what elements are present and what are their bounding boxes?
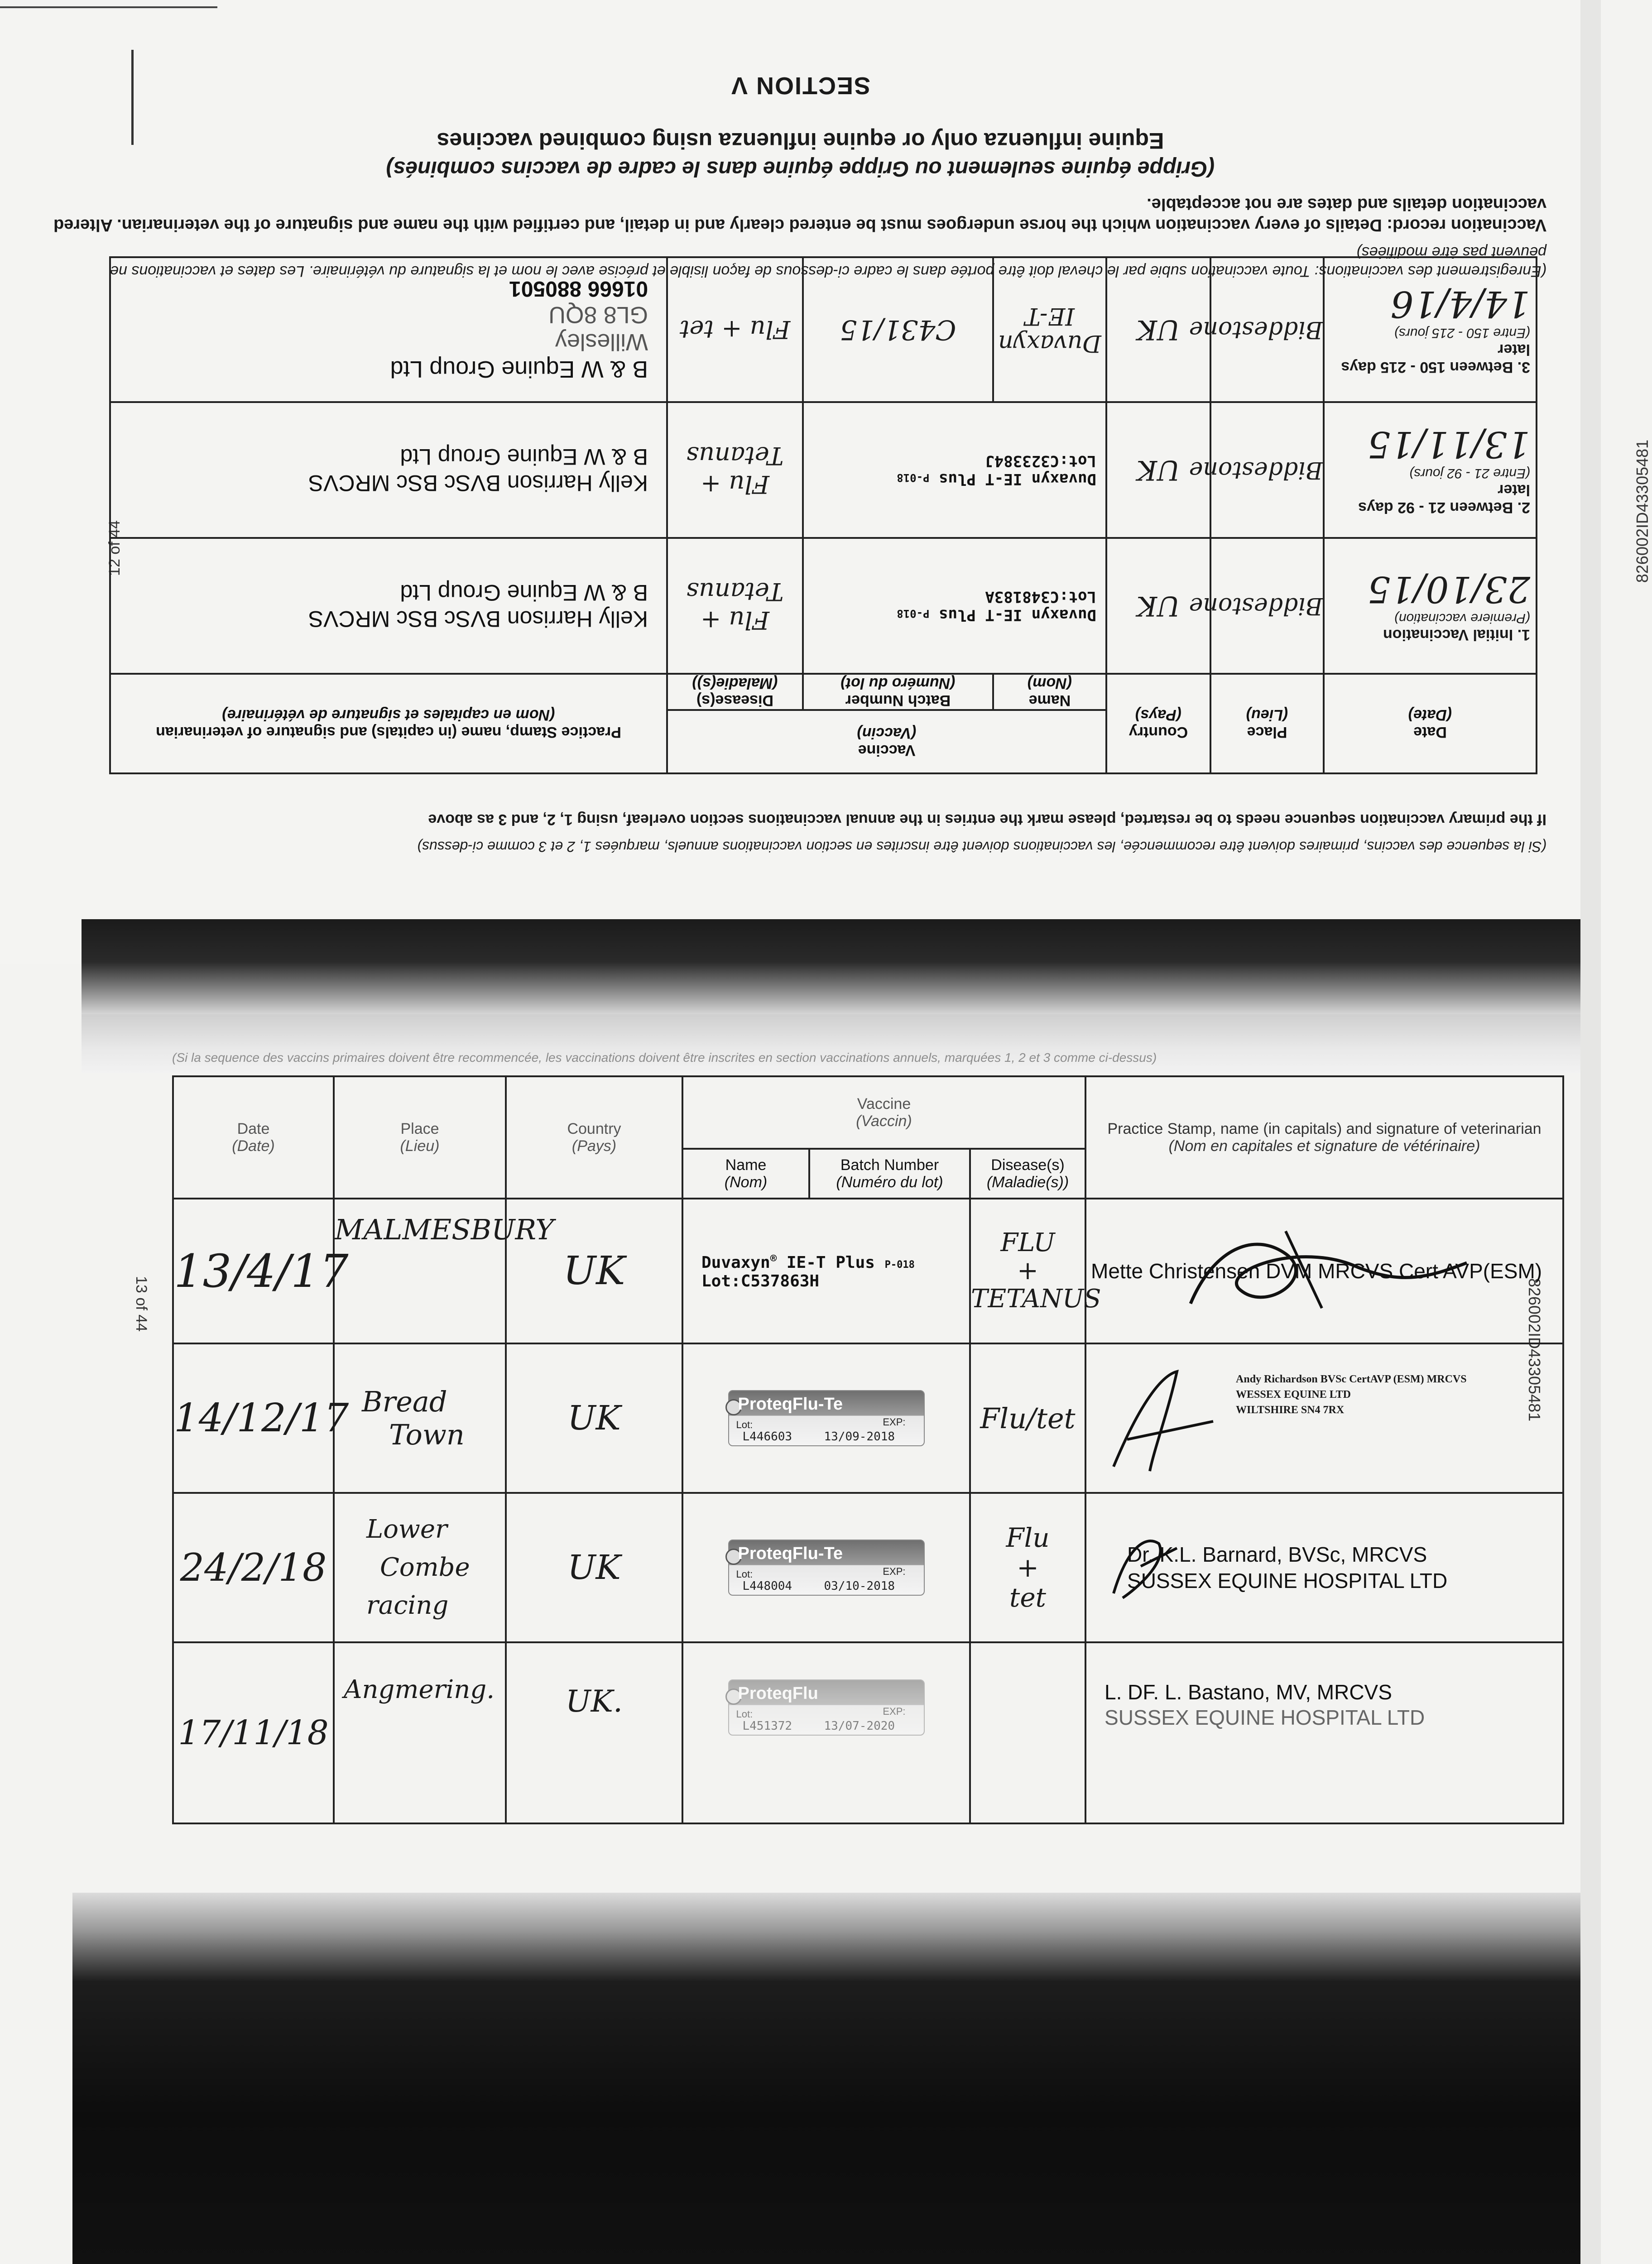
sticker-lot-label: Lot:: [736, 1419, 753, 1430]
row-label: 2. Between 21 - 92 days later: [1358, 481, 1530, 517]
date-value: 14/4/16: [1390, 283, 1530, 326]
vet-stamp-line4: 01666 880501: [509, 277, 648, 301]
header-practice: Practice Stamp, name (in capitals) and signature of veterinarian (Nom en capitales et signature de vétérinaire): [110, 674, 667, 773]
place-line1: Lower: [366, 1515, 447, 1544]
bottom-vaccination-table: [172, 1075, 1564, 1824]
header-country: Country (Pays): [1106, 674, 1210, 773]
vet-stamp-line2: WESSEX EQUINE LTD: [1236, 1389, 1351, 1401]
date-value: 14/12/17: [173, 1343, 334, 1493]
vaccine-name: Duvaxyn IE-T Plus: [939, 470, 1096, 488]
country-value: UK: [1106, 402, 1210, 538]
vaccine-lot: Lot:C537863H: [701, 1271, 820, 1290]
table-row: [173, 1343, 1563, 1493]
sticker-exp: 13/09-2018: [824, 1430, 895, 1444]
place-value: Biddestone: [1210, 538, 1324, 674]
vet-stamp-line1: Dr. K.L. Barnard, BVSc, MRCVS: [1127, 1543, 1427, 1566]
date-value: 17/11/18: [173, 1642, 334, 1823]
section-heading: Equine influenza only or equine influenza using combined vaccines: [437, 128, 1164, 153]
sticker-exp-label: EXP:: [883, 1416, 906, 1428]
top-page-upside-down: [0, 0, 1652, 964]
record-note: Vaccination record: Details of every vaccination which the horse undergoes must be entered clearly and in detail, and certified with the name and signature of the veterinarian. Altered vaccination details and dates are not acceptable.: [53, 195, 1546, 235]
sticker-exp-label: EXP:: [883, 1706, 906, 1717]
vaccine-code: P-018: [897, 607, 930, 620]
record-note-fr: (Enregistrement des vaccinations: Toute vaccination subie par le cheval doit être portée dans le cadre ci-dessous de façon lisible et précise avec le nom et la signature du vétérinaire. Les dates et vaccinations ne peuvent pas être modifiées): [110, 244, 1546, 280]
sticker-exp-label: EXP:: [883, 1566, 906, 1577]
place-value: MALMESBURY: [334, 1199, 506, 1343]
disease-line3: tet: [1009, 1582, 1046, 1613]
intro-line1: If the primary vaccination sequence needs to be restarted, please mark the entries in the annual vaccinations section overleaf, using 1, 2, and 3 as above: [428, 811, 1546, 828]
vet-stamp-line3: GL8 8QU: [548, 302, 648, 328]
header-place: Place (Lieu): [334, 1076, 506, 1199]
vaccine-lot: Lot:C323384J: [985, 452, 1096, 470]
vet-stamp-line1: L. DF. L. Bastano, MV, MRCVS: [1105, 1680, 1392, 1704]
vet-signature: [1150, 1213, 1503, 1326]
vet-stamp-line1: B & W Equine Group Ltd: [390, 356, 648, 383]
top-vaccination-table: [109, 256, 1537, 774]
vaccine-lot: Lot:C348183A: [985, 588, 1096, 606]
sticker-lot: L446603: [742, 1430, 792, 1444]
header-disease: Disease(s) (Maladie(s)): [970, 1149, 1085, 1199]
scan-fold-shadow: [82, 919, 1601, 1014]
sticker-brand: ProteqFlu-Te: [738, 1395, 843, 1414]
date-value: 24/2/18: [173, 1493, 334, 1642]
header-vaccine: Vaccine (Vaccin): [667, 710, 1106, 773]
header-country: Country (Pays): [506, 1076, 682, 1199]
side-code: 826002ID43305481: [1633, 439, 1652, 583]
row-label-fr: (Premiere vaccination): [1394, 611, 1530, 626]
disease-line1: FLU: [1000, 1228, 1055, 1257]
header-practice: Practice Stamp, name (in capitals) and signature of veterinarian (Nom en capitales et signature de vétérinaire): [1085, 1076, 1563, 1199]
table-row: [173, 1493, 1563, 1642]
disease-value: Flu + Tetanus: [667, 538, 803, 674]
table-row: [110, 257, 1537, 402]
faint-note: (Si la sequence des vaccins primaires doivent être recommencée, les vaccinations doivent être inscrites en section vaccinations annuels, marquées 1, 2 et 3 comme ci-dessus): [172, 1050, 1157, 1065]
row-label: 1. Initial Vaccination: [1383, 626, 1530, 643]
sticker-lot: L448004: [742, 1579, 792, 1593]
vaccine-code: P-018: [884, 1259, 915, 1271]
proteq-sticker: [728, 1679, 925, 1736]
disease-line1: Flu: [1006, 1522, 1050, 1553]
scan-fold-fade: [82, 1014, 1601, 1073]
vet-stamp-line2: Willesley: [555, 329, 648, 355]
disease-value: Flu/tet: [970, 1343, 1085, 1493]
place-value: Biddestone: [1210, 402, 1324, 538]
place-line3: racing: [366, 1591, 449, 1620]
disease-value: [970, 1642, 1085, 1823]
sticker-exp: 03/10-2018: [824, 1579, 895, 1593]
sticker-exp: 13/07-2020: [824, 1719, 895, 1733]
table-row: [173, 1642, 1563, 1823]
country-value: UK: [506, 1343, 682, 1493]
place-line2: Town: [389, 1418, 465, 1451]
disease-line2: +: [1017, 1552, 1039, 1583]
row-label: 3. Between 150 - 215 days later: [1341, 341, 1530, 376]
place-line2: Combe: [380, 1553, 470, 1582]
header-name: Name (Nom): [682, 1149, 809, 1199]
sticker-lot: L451372: [742, 1719, 792, 1733]
vaccine-name: Duvaxyn IE-T Plus: [939, 606, 1096, 624]
vet-stamp-line1: Andy Richardson BVSc CertAVP (ESM) MRCVS: [1236, 1373, 1467, 1385]
date-value: 13/4/17: [173, 1199, 334, 1343]
top-page-content: [0, 0, 1652, 964]
date-value: 13/11/15: [1367, 423, 1530, 466]
disease-line2: +: [1017, 1256, 1038, 1285]
country-value: UK: [506, 1493, 682, 1642]
proteq-sticker: [728, 1390, 925, 1446]
country-value: UK: [1106, 538, 1210, 674]
row-label-fr: (Entre 150 - 215 jours): [1394, 326, 1530, 341]
vet-signature: [1100, 1358, 1249, 1480]
vaccine-code: IE-T: [1025, 302, 1075, 330]
section-heading-fr: (Grippe équine seulement ou Grippe équine dans le cadre de vaccins combinés): [386, 157, 1215, 181]
vet-stamp-line1: Kelly Harrison BVSc BSc MRCVS: [308, 470, 648, 496]
table-row: 13/4/17 MALMESBURY UK Duvaxyn® IE-T Plus P-018 Lot:C537863H FLU + TETANUS Mette Christensen DVM MRCVS Cert AVP(ESM): [173, 1199, 1563, 1343]
table-row: [110, 402, 1537, 538]
table-row: [110, 538, 1537, 674]
vaccine-lot: C431/15: [803, 257, 993, 402]
proteq-sticker: [728, 1540, 925, 1596]
vet-stamp-line3: WILTSHIRE SN4 7RX: [1236, 1404, 1345, 1416]
header-batch: Batch Number (Numéro du lot): [803, 674, 993, 710]
header-date: Date (Date): [173, 1076, 334, 1199]
country-value: UK: [506, 1199, 682, 1343]
sticker-lot-label: Lot:: [736, 1708, 753, 1720]
vet-stamp-line2: SUSSEX EQUINE HOSPITAL LTD: [1105, 1706, 1425, 1729]
header-vaccine: Vaccine (Vaccin): [682, 1076, 1085, 1149]
vet-stamp-line2: B & W Equine Group Ltd: [400, 444, 648, 470]
header-date: Date (Date): [1324, 674, 1537, 773]
disease-line3: TETANUS: [971, 1284, 1101, 1314]
vaccine-code: P-018: [897, 471, 930, 484]
vaccine-name: Duvaxyn: [998, 330, 1101, 357]
country-value: UK.: [506, 1642, 682, 1823]
header-place: Place (Lieu): [1210, 674, 1324, 773]
place-value: Biddestone: [1210, 257, 1324, 402]
disease-value: Flu + Tetanus: [667, 402, 803, 538]
place-line1: Bread: [362, 1385, 447, 1418]
sticker-brand: ProteqFlu: [738, 1684, 818, 1703]
sticker-lot-label: Lot:: [736, 1568, 753, 1580]
intro-line2: (Si la sequence des vaccins, primaires doivent être recommencée, les vaccinations doivent être inscrites en section vaccinations annuels, marquées 1, 2 et 3 comme ci-dessus): [417, 839, 1546, 855]
place-value: Angmering.: [334, 1642, 506, 1823]
disease-value: Flu + tet: [667, 257, 803, 402]
header-name: Name (Nom): [993, 674, 1106, 710]
vet-name: Mette Christensen DVM MRCVS Cert AVP(ESM): [1091, 1259, 1542, 1283]
vaccine-suffix: IE-T Plus: [786, 1253, 875, 1272]
date-value: 23/10/15: [1367, 568, 1530, 610]
vet-stamp-line2: B & W Equine Group Ltd: [400, 580, 648, 605]
page-number: 12 of 44: [106, 520, 124, 576]
scan-bottom-shadow: [72, 1893, 1601, 2264]
sticker-brand: ProteqFlu-Te: [738, 1544, 843, 1563]
section-title: SECTION V: [730, 72, 871, 99]
page-number: 13 of 44: [132, 1276, 150, 1332]
scan-right-edge: [1580, 0, 1601, 2264]
header-disease: Disease(s) (Maladie(s)): [667, 674, 803, 710]
country-value: UK: [1106, 257, 1210, 402]
vet-stamp-line2: SUSSEX EQUINE HOSPITAL LTD: [1127, 1569, 1448, 1592]
side-code: 826002ID43305481: [1525, 1278, 1544, 1422]
header-batch: Batch Number (Numéro du lot): [809, 1149, 970, 1199]
vet-stamp-line1: Kelly Harrison BVSc BSc MRCVS: [308, 606, 648, 632]
vaccine-name: Duvaxyn: [701, 1253, 770, 1272]
row-label-fr: (Entre 21 - 92 jours): [1409, 466, 1530, 481]
